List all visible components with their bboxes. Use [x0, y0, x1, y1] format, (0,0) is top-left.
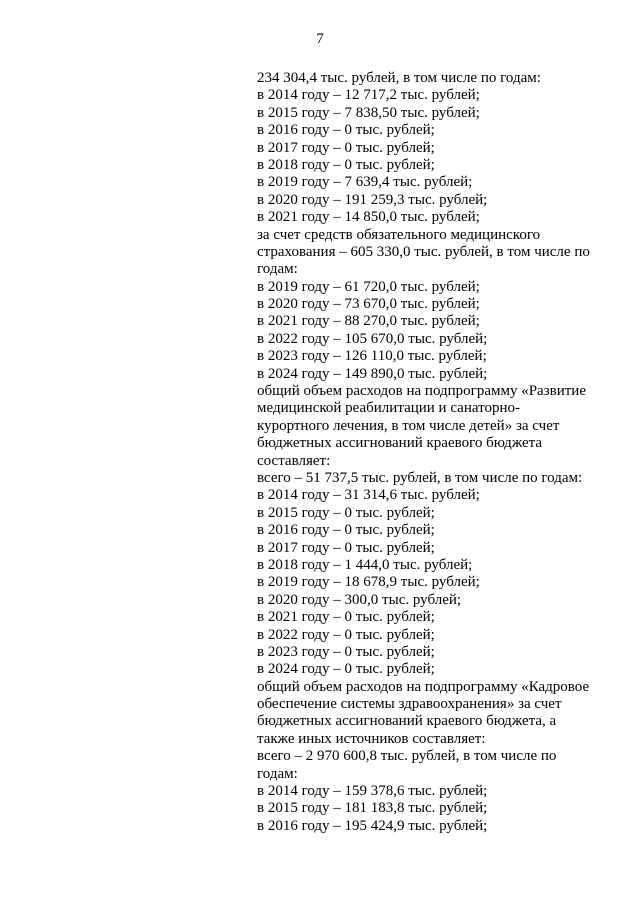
text-line: в 2017 году – 0 тыс. рублей; [257, 139, 435, 156]
text-line: всего – 2 970 600,8 тыс. рублей, в том числе по [257, 748, 557, 765]
text-line: в 2016 году – 0 тыс. рублей; [257, 122, 435, 139]
text-line: в 2016 году – 0 тыс. рублей; [257, 522, 435, 539]
text-line: бюджетных ассигнований краевого бюджета, а [257, 713, 557, 730]
text-line: общий объем расходов на подпрограмму «Развитие [257, 383, 586, 400]
text-line: в 2022 году – 0 тыс. рублей; [257, 626, 435, 643]
page-number: 7 [316, 31, 324, 47]
text-line: в 2014 году – 159 378,6 тыс. рублей; [257, 783, 488, 800]
text-line: также иных источников составляет: [257, 730, 486, 747]
text-line: в 2018 году – 0 тыс. рублей; [257, 156, 435, 173]
text-line: годам: [257, 765, 298, 782]
text-line: составляет: [257, 452, 331, 469]
text-line: в 2015 году – 7 838,50 тыс. рублей; [257, 104, 480, 121]
text-line: 234 304,4 тыс. рублей, в том числе по годам: [257, 70, 541, 86]
text-line: курортного лечения, в том числе детей» за счет [257, 417, 560, 434]
text-line: в 2023 году – 0 тыс. рублей; [257, 643, 435, 660]
text-line: в 2018 году – 1 444,0 тыс. рублей; [257, 556, 473, 573]
text-line: в 2020 году – 191 259,3 тыс. рублей; [257, 191, 488, 208]
text-line: в 2019 году – 7 639,4 тыс. рублей; [257, 174, 473, 191]
text-line: в 2020 году – 300,0 тыс. рублей; [257, 591, 462, 608]
text-line: в 2022 году – 105 670,0 тыс. рублей; [257, 330, 488, 347]
document-body [257, 70, 602, 835]
text-line: общий объем расходов на подпрограмму «Кадровое [257, 678, 590, 695]
text-line: в 2014 году – 12 717,2 тыс. рублей; [257, 87, 480, 104]
text-line: бюджетных ассигнований краевого бюджета [257, 435, 543, 452]
text-line: в 2020 году – 73 670,0 тыс. рублей; [257, 296, 480, 313]
text-line: в 2021 году – 14 850,0 тыс. рублей; [257, 209, 480, 226]
text-line: в 2021 году – 88 270,0 тыс. рублей; [257, 313, 480, 330]
text-line: годам: [257, 261, 298, 278]
text-line: в 2017 году – 0 тыс. рублей; [257, 539, 435, 556]
text-line: в 2019 году – 61 720,0 тыс. рублей; [257, 278, 480, 295]
text-line: в 2015 году – 0 тыс. рублей; [257, 504, 435, 521]
text-line: в 2024 году – 0 тыс. рублей; [257, 661, 435, 678]
text-line: в 2021 году – 0 тыс. рублей; [257, 609, 435, 626]
text-line: в 2015 году – 181 183,8 тыс. рублей; [257, 800, 488, 817]
text-line: всего – 51 737,5 тыс. рублей, в том числе по годам: [257, 469, 583, 486]
text-line: в 2014 году – 31 314,6 тыс. рублей; [257, 487, 480, 504]
text-line: медицинской реабилитации и санаторно- [257, 400, 521, 417]
text-line: обеспечение системы здравоохранения» за счет [257, 696, 562, 713]
text-line: в 2024 году – 149 890,0 тыс. рублей; [257, 365, 488, 382]
text-line: в 2023 году – 126 110,0 тыс. рублей; [257, 348, 487, 365]
text-line: страхования – 605 330,0 тыс. рублей, в том числе по [257, 243, 590, 260]
text-line: в 2019 году – 18 678,9 тыс. рублей; [257, 574, 480, 591]
text-line: в 2016 году – 195 424,9 тыс. рублей; [257, 817, 488, 834]
text-line: за счет средств обязательного медицинского [257, 226, 541, 243]
